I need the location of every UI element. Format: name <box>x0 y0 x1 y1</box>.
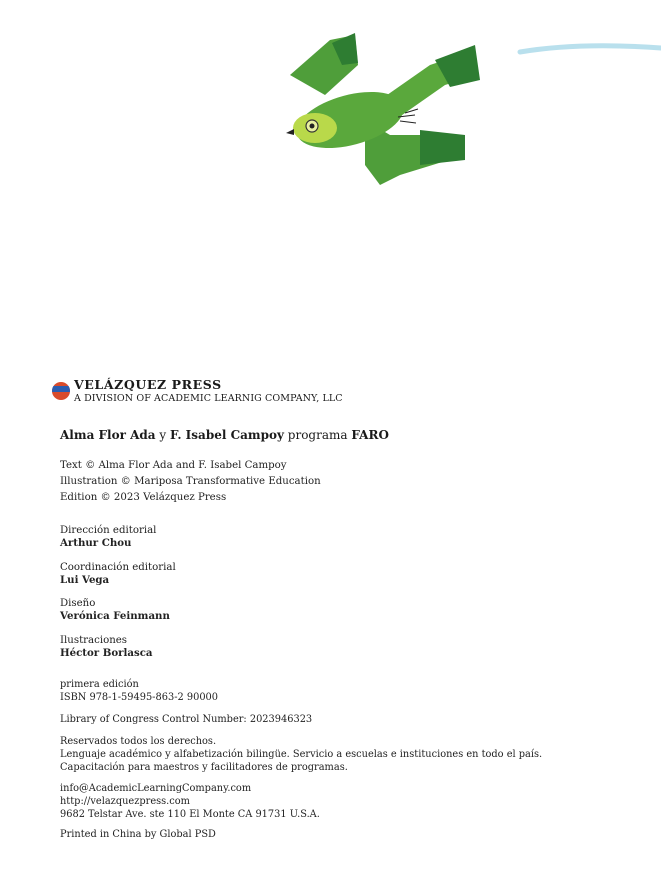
author-name: Alma Flor Ada <box>60 428 156 442</box>
copyright-lines <box>60 458 321 506</box>
bird-illustration-icon <box>270 25 490 195</box>
program-name: FARO <box>351 428 389 442</box>
rights-line: Capacitación para maestros y facilitadores de programas. <box>60 762 348 773</box>
connector: y <box>155 428 170 442</box>
rights-line: Reservados todos los derechos. <box>60 736 217 747</box>
staff-item <box>60 597 170 623</box>
copyright-line: Edition © 2023 Velázquez Press <box>60 492 227 503</box>
staff-name: Lui Vega <box>60 574 110 586</box>
publisher-block <box>52 378 343 405</box>
rights-line: Lenguaje académico y alfabetización bilingüe. Servicio a escuelas e instituciones en todo el país. <box>60 749 543 760</box>
staff-role: Diseño <box>60 598 96 609</box>
contact-website[interactable]: http://velazquezpress.com <box>60 796 190 807</box>
copyright-line: Text © Alma Flor Ada and F. Isabel Campoy <box>60 460 287 471</box>
staff-name: Héctor Borlasca <box>60 647 153 659</box>
publisher-name: VELÁZQUEZ PRESS <box>74 377 222 392</box>
sky-streak-icon <box>490 30 661 70</box>
contact-email[interactable]: info@AcademicLearningCompany.com <box>60 783 252 794</box>
staff-item <box>60 634 153 660</box>
staff-item <box>60 524 156 550</box>
staff-name: Verónica Feinmann <box>60 610 170 622</box>
contact-block <box>60 782 320 821</box>
loc-number: Library of Congress Control Number: 2023946323 <box>60 714 313 725</box>
staff-item <box>60 561 176 587</box>
publisher-subtitle: A DIVISION OF ACADEMIC LEARNIG COMPANY, LLC <box>74 393 343 404</box>
coauthor-name: F. Isabel Campoy <box>170 428 284 442</box>
printed-in: Printed in China by Global PSD <box>60 829 216 840</box>
edition-label: primera edición <box>60 679 139 690</box>
program-title <box>60 428 389 442</box>
copyright-line: Illustration © Mariposa Transformative Education <box>60 476 321 487</box>
staff-role: Ilustraciones <box>60 635 128 646</box>
rights-block <box>60 735 542 774</box>
edition-block <box>60 678 218 704</box>
staff-role: Coordinación editorial <box>60 562 176 573</box>
program-word: programa <box>283 428 352 442</box>
isbn: ISBN 978-1-59495-863-2 90000 <box>60 692 219 703</box>
publisher-logo-icon <box>52 382 70 400</box>
contact-address: 9682 Telstar Ave. ste 110 El Monte CA 91731 U.S.A. <box>60 809 320 820</box>
staff-name: Arthur Chou <box>60 537 132 549</box>
staff-role: Dirección editorial <box>60 525 157 536</box>
